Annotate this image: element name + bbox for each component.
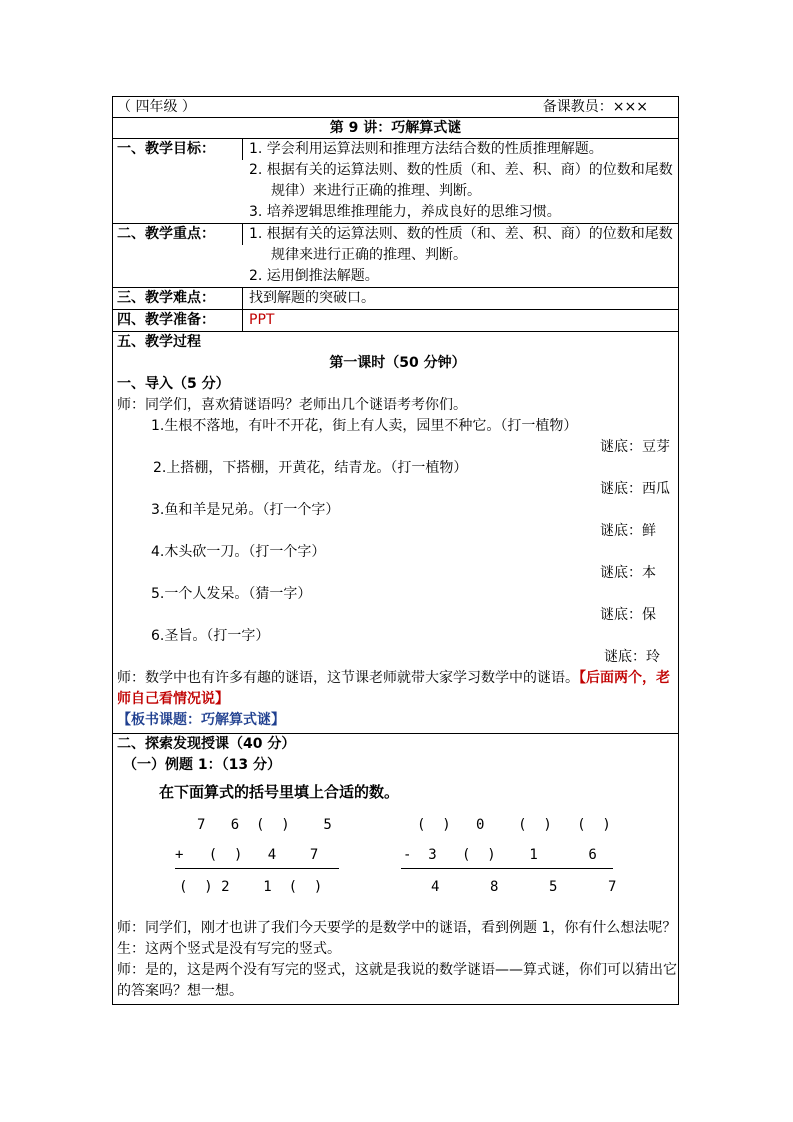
lesson-period: 第一课时（50 分钟） xyxy=(329,355,466,371)
objectives-row xyxy=(113,139,678,224)
objective-item: 1. 学会利用运算法则和推理方法结合数的性质推理解题。 xyxy=(249,141,603,157)
process-section xyxy=(113,332,678,734)
teacher-label: 备课教员：××× xyxy=(542,99,648,115)
example-instruction: 在下面算式的括号里填上合适的数。 xyxy=(159,783,400,801)
riddle-answer: 谜底：西瓜 xyxy=(600,481,670,497)
riddle-question: 1.生根不落地，有叶不开花，街上有人卖，园里不种它。（打一植物） xyxy=(151,418,578,434)
key-point-item: 2. 运用倒推法解题。 xyxy=(249,268,379,284)
outro-paragraph xyxy=(117,668,678,710)
eq2-underline xyxy=(401,868,613,869)
example-heading: （一）例题 1：（13 分） xyxy=(123,757,281,773)
board-title: 【板书课题：巧解算式谜】 xyxy=(117,712,285,728)
dialog-line: 师：同学们，刚才也讲了我们今天要学的是数学中的谜语，看到例题 1，你有什么想法呢？ xyxy=(117,920,677,936)
riddle-question: 5.一个人发呆。（猜一字） xyxy=(151,586,312,602)
objective-item: 3. 培养逻辑思维推理能力，养成良好的思维习惯。 xyxy=(249,204,561,220)
riddle-question: 6.圣旨。（打一字） xyxy=(151,628,270,644)
riddle-answer: 谜底：鲜 xyxy=(600,523,656,539)
objective-item: 2. 根据有关的运算法则、数的性质（和、差、积、商）的位数和尾数规律）来进行正确的推理、判断。 xyxy=(249,162,673,199)
riddle-answer: 谜底：保 xyxy=(600,607,656,623)
difficulty-label: 三、教学难点： xyxy=(113,288,243,309)
explore-heading: 二、探索发现授课（40 分） xyxy=(117,736,296,752)
eq2-line1: ( ) 0 ( ) ( ) xyxy=(417,817,611,833)
lesson-title: 第 9 讲：巧解算式谜 xyxy=(113,118,678,139)
prep-row xyxy=(113,310,678,332)
prep-text: PPT xyxy=(249,312,275,328)
riddle-answer: 谜底：本 xyxy=(600,565,656,581)
lesson-plan-table xyxy=(112,96,679,1005)
intro-text: 师：同学们，喜欢猜谜语吗？老师出几个谜语考考你们。 xyxy=(117,397,467,413)
eq1-line2: + ( ) 4 7 xyxy=(175,847,319,863)
key-points-content xyxy=(243,224,678,287)
grade-label: （ 四年级 ） xyxy=(117,99,196,115)
riddle-question: 3.鱼和羊是兄弟。（打一个字） xyxy=(151,502,340,518)
intro-heading: 一、导入（5 分） xyxy=(117,376,230,392)
explore-section xyxy=(113,734,678,1004)
key-points-label: 二、教学重点： xyxy=(113,224,243,245)
objectives-label: 一、教学目标： xyxy=(113,139,243,160)
eq1-line1: 7 6 ( ) 5 xyxy=(197,817,332,833)
riddle-answer: 谜底：豆芽 xyxy=(600,439,670,455)
dialog-line: 生：这两个竖式是没有写完的竖式。 xyxy=(117,941,341,957)
eq2-line3: 4 8 5 7 xyxy=(431,879,617,895)
outro-note: 【后面两个，老师自己看情况说】 xyxy=(117,670,670,707)
eq1-line3: ( ) 2 1 ( ) xyxy=(179,879,323,895)
eq2-line2: - 3 ( ) 1 6 xyxy=(403,847,597,863)
difficulty-row xyxy=(113,288,678,310)
process-heading: 五、教学过程 xyxy=(117,334,201,350)
dialog-line: 师：是的，这是两个没有写完的竖式，这就是我说的数学谜语——算式谜，你们可以猜出它的答案吗？想一想。 xyxy=(117,962,677,999)
header-row xyxy=(113,97,678,118)
riddle-question: 4.木头砍一刀。（打一个字） xyxy=(151,544,326,560)
key-point-item: 1. 根据有关的运算法则、数的性质（和、差、积、商）的位数和尾数规律来进行正确的推理、判断。 xyxy=(249,226,673,263)
eq1-underline xyxy=(175,868,339,869)
vertical-equations xyxy=(117,808,678,904)
key-points-row xyxy=(113,224,678,288)
outro-text: 师：数学中也有许多有趣的谜语，这节课老师就带大家学习数学中的谜语。 xyxy=(117,670,579,686)
difficulty-text: 找到解题的突破口。 xyxy=(249,290,375,306)
prep-label: 四、教学准备： xyxy=(113,310,243,331)
riddle-question: 2.上搭棚，下搭棚，开黄花，结青龙。（打一植物） xyxy=(153,460,468,476)
riddle-answer: 谜底：玲 xyxy=(604,649,660,665)
objectives-content xyxy=(243,139,678,223)
